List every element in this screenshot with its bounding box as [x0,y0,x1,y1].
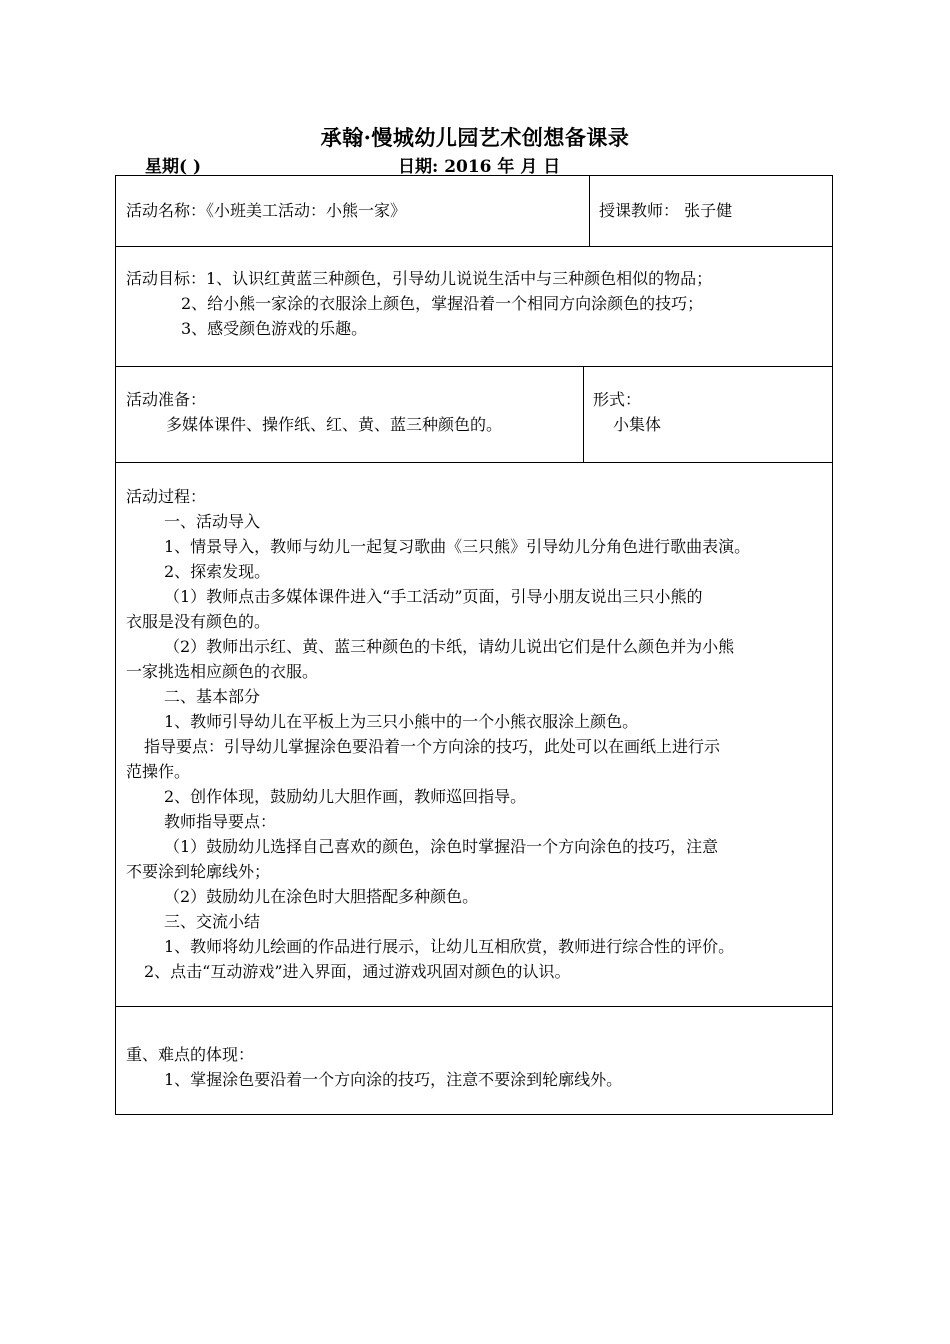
process-line: 1、情景导入，教师与幼儿一起复习歌曲《三只熊》引导幼儿分角色进行歌曲表演。 [164,537,751,556]
lesson-plan-table [115,175,833,1115]
process-label: 活动过程： [126,487,207,506]
process-line: 一家挑选相应颜色的衣服。 [126,662,319,681]
process-line: （2）教师出示红、黄、蓝三种颜色的卡纸，请幼儿说出它们是什么颜色并为小熊 [164,637,735,656]
process-line: 衣服是没有颜色的。 [126,612,271,631]
activity-preparation [126,387,502,437]
row-divider [116,462,832,463]
activity-goals [126,266,712,341]
row-divider [116,366,832,367]
form-value: 小集体 [613,415,662,434]
process-line: 一、活动导入 [164,512,261,531]
process-line: （1）鼓励幼儿选择自己喜欢的颜色，涂色时掌握沿一个方向涂色的技巧，注意 [164,837,719,856]
process-line: 2、点击“互动游戏”进入界面，通过游戏巩固对颜色的认识。 [144,962,571,981]
goal-line: 活动目标：1、认识红黄蓝三种颜色，引导幼儿说说生活中与三种颜色相似的物品； [126,269,713,288]
activity-name: 活动名称：《小班美工活动：小熊一家》 [126,201,407,220]
goal-line: 3、感受颜色游戏的乐趣。 [181,319,368,338]
row-divider [116,1006,832,1007]
row-divider [116,246,832,247]
process-line: 范操作。 [126,762,191,781]
teacher-name: 授课教师： 张子健 [599,201,733,220]
date-field: 日期: 2016 年 月 日 [398,157,561,177]
process-line: （2）鼓励幼儿在涂色时大胆搭配多种颜色。 [164,887,479,906]
column-divider [583,366,584,462]
process-line: 不要涂到轮廓线外； [126,862,271,881]
activity-form [593,387,661,437]
process-line: 二、基本部分 [164,687,261,706]
keypoints-label: 重、难点的体现： [126,1045,255,1064]
page-title: 承翰·慢城幼儿园艺术创想备课录 [320,125,630,150]
process-line: 三、交流小结 [164,912,261,931]
process-line: 2、探索发现。 [164,562,271,581]
process-line: 1、教师引导幼儿在平板上为三只小熊中的一个小熊衣服涂上颜色。 [164,712,639,731]
form-label: 形式： [593,390,642,409]
process-line: 指导要点：引导幼儿掌握涂色要沿着一个方向涂的技巧，此处可以在画纸上进行示 [144,737,721,756]
prep-content: 多媒体课件、操作纸、红、黄、蓝三种颜色的。 [166,415,503,434]
activity-process [126,484,826,984]
column-divider [589,176,590,246]
process-line: 2、创作体现，鼓励幼儿大胆作画，教师巡回指导。 [164,787,527,806]
process-line: 教师指导要点： [164,812,277,831]
process-line: 1、教师将幼儿绘画的作品进行展示，让幼儿互相欣赏，教师进行综合性的评价。 [164,937,735,956]
process-line: （1）教师点击多媒体课件进入“手工活动”页面，引导小朋友说出三只小熊的 [164,587,703,606]
weekday-field: 星期( ) [145,157,202,177]
goal-line: 2、给小熊一家涂的衣服涂上颜色，掌握沿着一个相同方向涂颜色的技巧； [181,294,704,313]
keypoints-line: 1、掌握涂色要沿着一个方向涂的技巧，注意不要涂到轮廓线外。 [164,1070,623,1089]
prep-label: 活动准备： [126,390,207,409]
key-points [126,1042,622,1092]
